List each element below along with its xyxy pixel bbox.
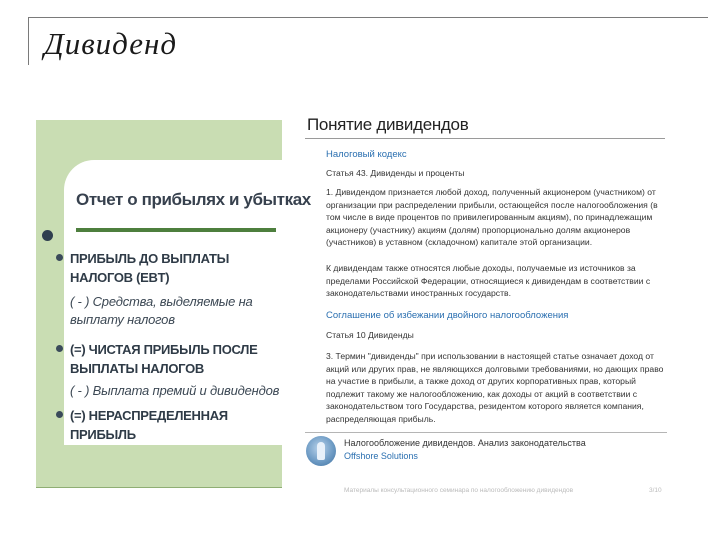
tax-code-link[interactable]: Налоговый кодекс: [326, 149, 407, 160]
article-10-title: Статья 10 Дивиденды: [326, 330, 414, 340]
dot-marker: [42, 230, 53, 241]
left-rule: [28, 17, 29, 65]
pl-sub-taxes: ( - ) Средства, выделяемые на выплату налогов: [70, 294, 253, 327]
pl-item-label: ПРИБЫЛЬ ДО ВЫПЛАТЫ НАЛОГОВ (EBT): [70, 251, 230, 285]
top-rule: [28, 17, 708, 18]
pl-item-net-profit: [56, 340, 280, 378]
pl-item-retained: [56, 406, 280, 444]
bullet-icon: [56, 254, 63, 261]
income-statement-heading: Отчет о прибылях и убытках: [76, 190, 311, 209]
pl-item-label: (=) ЧИСТАЯ ПРИБЫЛЬ ПОСЛЕ ВЫПЛАТЫ НАЛОГОВ: [70, 342, 258, 376]
bullet-icon: [56, 345, 63, 352]
heading-underline: [76, 228, 276, 232]
offshore-logo-icon: [306, 436, 336, 466]
footer-page-number: 3/10: [649, 487, 662, 494]
footer-title: Налогообложение дивидендов. Анализ законодательства: [344, 438, 586, 448]
bullet-icon: [56, 411, 63, 418]
pl-item-label: (=) НЕРАСПРЕДЕЛЕННАЯ ПРИБЫЛЬ: [70, 408, 228, 442]
footer-rule: [305, 432, 667, 433]
panel-bottom-rule: [36, 487, 282, 488]
dividend-concept-heading: Понятие дивидендов: [307, 115, 469, 134]
treaty-link[interactable]: Соглашение об избежании двойного налогообложения: [326, 310, 569, 321]
pl-item-ebt: [56, 249, 280, 287]
slide-title: Дивиденд: [44, 26, 178, 61]
article-43-title: Статья 43. Дивиденды и проценты: [326, 168, 465, 178]
heading-rule: [305, 138, 665, 139]
footer-caption: Материалы консультационного семинара по налогообложению дивидендов: [344, 487, 574, 494]
foreign-dividends-paragraph: К дивидендам также относятся любые доходы, получаемые из источников за пределами Российской Федерации, относящиеся к дивидендам в соответствии с законодательствами иностранных государств.: [326, 263, 651, 298]
article-10-paragraph: 3. Термин "дивиденды" при использовании в настоящей статье означает доход от акций или других прав, не являющихся долговыми требованиями, но дающих право на участие в прибыли, а также доход от других корпоративных прав, который подлежит такому же налогообложению, как доходы от акций в соответствии с законодательством того Государства, резидентом которого является компания, распределяющая прибыль.: [326, 351, 664, 424]
article-43-paragraph: 1. Дивидендом признается любой доход, полученный акционером (участником) от организации при распределении прибыли, остающейся после налогообложения (в том числе в виде процентов по привилегированным акциям), по принадлежащим акционеру (участнику) акциям (долям) пропорционально долям акционеров (участников) в уставном (складочном) капитале этой организации.: [326, 187, 658, 247]
footer-brand: Offshore Solutions: [344, 451, 418, 461]
pl-sub-dividends: ( - ) Выплата премий и дивидендов: [70, 383, 280, 398]
